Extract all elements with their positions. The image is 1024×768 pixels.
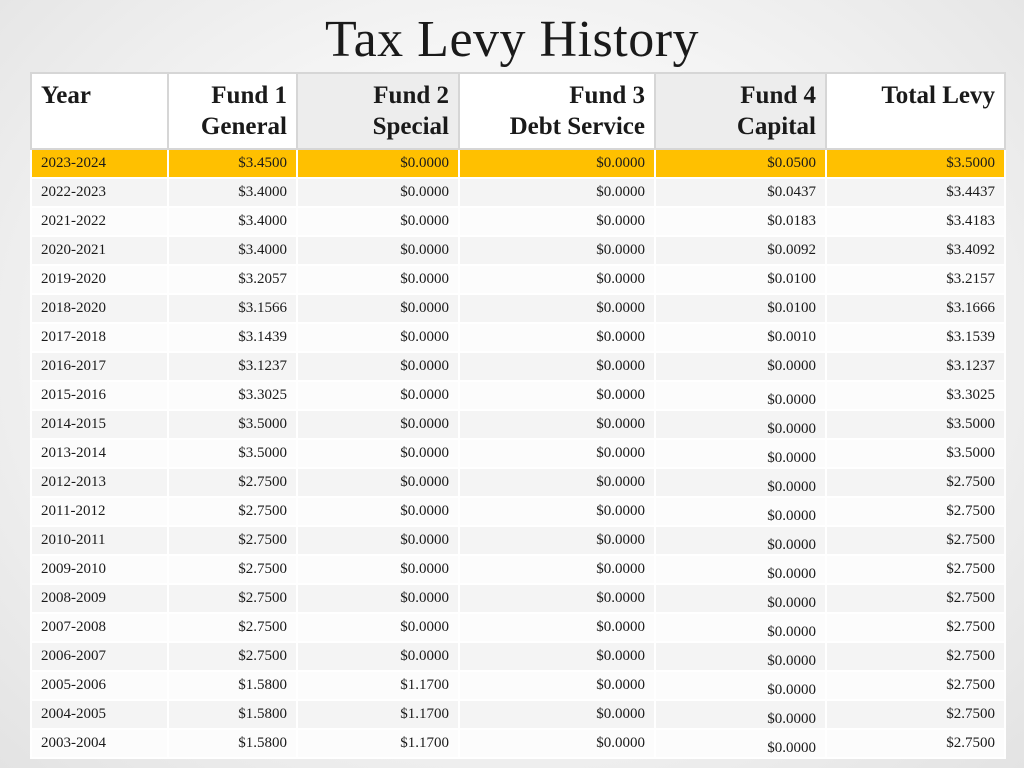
total-levy-cell: $2.7500 bbox=[826, 642, 1005, 671]
fund-4-cell: $0.0183 bbox=[655, 207, 826, 236]
fund-3-cell: $0.0000 bbox=[459, 497, 655, 526]
fund-2-cell: $0.0000 bbox=[297, 381, 459, 410]
fund-4-cell: $0.0000 bbox=[655, 642, 826, 671]
header-fund-4: Fund 4 Capital bbox=[655, 73, 826, 149]
fund-1-cell: $3.4000 bbox=[168, 178, 297, 207]
table-row bbox=[31, 323, 1005, 352]
fund-4-cell: $0.0000 bbox=[655, 671, 826, 700]
total-levy-cell: $3.4437 bbox=[826, 178, 1005, 207]
fund-2-cell: $0.0000 bbox=[297, 265, 459, 294]
total-levy-cell: $3.5000 bbox=[826, 149, 1005, 178]
year-cell: 2007-2008 bbox=[31, 613, 168, 642]
fund-4-cell: $0.0500 bbox=[655, 149, 826, 178]
fund-2-cell: $0.0000 bbox=[297, 526, 459, 555]
fund-4-cell: $0.0092 bbox=[655, 236, 826, 265]
fund-3-cell: $0.0000 bbox=[459, 613, 655, 642]
year-cell: 2003-2004 bbox=[31, 729, 168, 758]
fund-1-cell: $3.5000 bbox=[168, 439, 297, 468]
fund-4-cell: $0.0100 bbox=[655, 265, 826, 294]
table-row bbox=[31, 236, 1005, 265]
header-year: Year bbox=[31, 73, 168, 149]
table-row bbox=[31, 265, 1005, 294]
fund-1-cell: $2.7500 bbox=[168, 526, 297, 555]
fund-1-cell: $3.4000 bbox=[168, 207, 297, 236]
year-cell: 2011-2012 bbox=[31, 497, 168, 526]
year-cell: 2020-2021 bbox=[31, 236, 168, 265]
table-row bbox=[31, 613, 1005, 642]
table-row bbox=[31, 178, 1005, 207]
fund-4-cell: $0.0000 bbox=[655, 555, 826, 584]
fund-1-cell: $3.5000 bbox=[168, 410, 297, 439]
fund-1-cell: $3.1439 bbox=[168, 323, 297, 352]
fund-4-cell: $0.0437 bbox=[655, 178, 826, 207]
total-levy-cell: $2.7500 bbox=[826, 613, 1005, 642]
fund-4-cell: $0.0000 bbox=[655, 381, 826, 410]
fund-1-cell: $2.7500 bbox=[168, 642, 297, 671]
year-cell: 2004-2005 bbox=[31, 700, 168, 729]
fund-3-cell: $0.0000 bbox=[459, 149, 655, 178]
fund-3-cell: $0.0000 bbox=[459, 729, 655, 758]
fund-3-cell: $0.0000 bbox=[459, 294, 655, 323]
fund-3-cell: $0.0000 bbox=[459, 207, 655, 236]
fund-1-cell: $1.5800 bbox=[168, 700, 297, 729]
year-cell: 2012-2013 bbox=[31, 468, 168, 497]
fund-4-cell: $0.0000 bbox=[655, 410, 826, 439]
header-total-levy: Total Levy bbox=[826, 73, 1005, 149]
fund-4-cell: $0.0000 bbox=[655, 584, 826, 613]
fund-4-cell: $0.0010 bbox=[655, 323, 826, 352]
total-levy-cell: $3.1539 bbox=[826, 323, 1005, 352]
table-row bbox=[31, 497, 1005, 526]
total-levy-cell: $2.7500 bbox=[826, 584, 1005, 613]
fund-4-cell: $0.0000 bbox=[655, 729, 826, 758]
fund-2-cell: $1.1700 bbox=[297, 729, 459, 758]
year-cell: 2022-2023 bbox=[31, 178, 168, 207]
fund-1-cell: $2.7500 bbox=[168, 555, 297, 584]
fund-1-cell: $3.4000 bbox=[168, 236, 297, 265]
tax-levy-table bbox=[30, 72, 1006, 759]
table-row bbox=[31, 149, 1005, 178]
fund-2-cell: $0.0000 bbox=[297, 468, 459, 497]
fund-2-cell: $0.0000 bbox=[297, 207, 459, 236]
fund-3-cell: $0.0000 bbox=[459, 178, 655, 207]
year-cell: 2015-2016 bbox=[31, 381, 168, 410]
year-cell: 2010-2011 bbox=[31, 526, 168, 555]
table-row bbox=[31, 671, 1005, 700]
table-row bbox=[31, 526, 1005, 555]
fund-3-cell: $0.0000 bbox=[459, 265, 655, 294]
fund-2-cell: $0.0000 bbox=[297, 642, 459, 671]
fund-2-cell: $0.0000 bbox=[297, 555, 459, 584]
table-header-row bbox=[31, 73, 1005, 149]
fund-2-cell: $0.0000 bbox=[297, 294, 459, 323]
fund-3-cell: $0.0000 bbox=[459, 323, 655, 352]
table-row bbox=[31, 207, 1005, 236]
table-row bbox=[31, 381, 1005, 410]
total-levy-cell: $2.7500 bbox=[826, 671, 1005, 700]
fund-1-cell: $2.7500 bbox=[168, 497, 297, 526]
total-levy-cell: $3.4092 bbox=[826, 236, 1005, 265]
table-row bbox=[31, 584, 1005, 613]
year-cell: 2009-2010 bbox=[31, 555, 168, 584]
table-row bbox=[31, 352, 1005, 381]
header-fund-2: Fund 2 Special bbox=[297, 73, 459, 149]
fund-2-cell: $0.0000 bbox=[297, 352, 459, 381]
table-row bbox=[31, 555, 1005, 584]
fund-3-cell: $0.0000 bbox=[459, 555, 655, 584]
fund-2-cell: $0.0000 bbox=[297, 236, 459, 265]
fund-3-cell: $0.0000 bbox=[459, 236, 655, 265]
year-cell: 2008-2009 bbox=[31, 584, 168, 613]
total-levy-cell: $3.1666 bbox=[826, 294, 1005, 323]
fund-2-cell: $0.0000 bbox=[297, 178, 459, 207]
total-levy-cell: $2.7500 bbox=[826, 468, 1005, 497]
fund-3-cell: $0.0000 bbox=[459, 700, 655, 729]
fund-4-cell: $0.0000 bbox=[655, 613, 826, 642]
year-cell: 2005-2006 bbox=[31, 671, 168, 700]
fund-1-cell: $3.4500 bbox=[168, 149, 297, 178]
header-fund-3: Fund 3 Debt Service bbox=[459, 73, 655, 149]
fund-4-cell: $0.0000 bbox=[655, 468, 826, 497]
fund-3-cell: $0.0000 bbox=[459, 410, 655, 439]
total-levy-cell: $3.1237 bbox=[826, 352, 1005, 381]
fund-3-cell: $0.0000 bbox=[459, 584, 655, 613]
fund-2-cell: $0.0000 bbox=[297, 439, 459, 468]
fund-1-cell: $2.7500 bbox=[168, 584, 297, 613]
year-cell: 2021-2022 bbox=[31, 207, 168, 236]
fund-1-cell: $3.3025 bbox=[168, 381, 297, 410]
table-row bbox=[31, 294, 1005, 323]
table-row bbox=[31, 410, 1005, 439]
fund-3-cell: $0.0000 bbox=[459, 381, 655, 410]
table-row bbox=[31, 439, 1005, 468]
year-cell: 2006-2007 bbox=[31, 642, 168, 671]
fund-4-cell: $0.0000 bbox=[655, 352, 826, 381]
year-cell: 2016-2017 bbox=[31, 352, 168, 381]
fund-2-cell: $1.1700 bbox=[297, 700, 459, 729]
fund-1-cell: $1.5800 bbox=[168, 729, 297, 758]
fund-2-cell: $0.0000 bbox=[297, 410, 459, 439]
total-levy-cell: $2.7500 bbox=[826, 555, 1005, 584]
fund-3-cell: $0.0000 bbox=[459, 671, 655, 700]
total-levy-cell: $3.5000 bbox=[826, 410, 1005, 439]
fund-4-cell: $0.0000 bbox=[655, 439, 826, 468]
fund-1-cell: $2.7500 bbox=[168, 613, 297, 642]
fund-3-cell: $0.0000 bbox=[459, 526, 655, 555]
year-cell: 2013-2014 bbox=[31, 439, 168, 468]
fund-4-cell: $0.0000 bbox=[655, 526, 826, 555]
fund-4-cell: $0.0000 bbox=[655, 700, 826, 729]
fund-3-cell: $0.0000 bbox=[459, 642, 655, 671]
total-levy-cell: $3.2157 bbox=[826, 265, 1005, 294]
fund-1-cell: $3.2057 bbox=[168, 265, 297, 294]
fund-4-cell: $0.0000 bbox=[655, 497, 826, 526]
fund-2-cell: $0.0000 bbox=[297, 584, 459, 613]
fund-2-cell: $0.0000 bbox=[297, 497, 459, 526]
total-levy-cell: $2.7500 bbox=[826, 497, 1005, 526]
header-fund-1: Fund 1 General bbox=[168, 73, 297, 149]
table-row bbox=[31, 468, 1005, 497]
total-levy-cell: $2.7500 bbox=[826, 700, 1005, 729]
total-levy-cell: $3.5000 bbox=[826, 439, 1005, 468]
table-row bbox=[31, 729, 1005, 758]
page-title: Tax Levy History bbox=[324, 11, 700, 68]
table-body bbox=[31, 149, 1005, 758]
total-levy-cell: $2.7500 bbox=[826, 729, 1005, 758]
fund-3-cell: $0.0000 bbox=[459, 468, 655, 497]
fund-1-cell: $3.1237 bbox=[168, 352, 297, 381]
total-levy-cell: $3.3025 bbox=[826, 381, 1005, 410]
table-row bbox=[31, 700, 1005, 729]
fund-2-cell: $0.0000 bbox=[297, 323, 459, 352]
year-cell: 2018-2020 bbox=[31, 294, 168, 323]
total-levy-cell: $2.7500 bbox=[826, 526, 1005, 555]
fund-1-cell: $1.5800 bbox=[168, 671, 297, 700]
fund-2-cell: $0.0000 bbox=[297, 149, 459, 178]
year-cell: 2023-2024 bbox=[31, 149, 168, 178]
table-row bbox=[31, 642, 1005, 671]
fund-1-cell: $2.7500 bbox=[168, 468, 297, 497]
fund-3-cell: $0.0000 bbox=[459, 439, 655, 468]
year-cell: 2014-2015 bbox=[31, 410, 168, 439]
year-cell: 2017-2018 bbox=[31, 323, 168, 352]
year-cell: 2019-2020 bbox=[31, 265, 168, 294]
total-levy-cell: $3.4183 bbox=[826, 207, 1005, 236]
fund-4-cell: $0.0100 bbox=[655, 294, 826, 323]
fund-1-cell: $3.1566 bbox=[168, 294, 297, 323]
fund-3-cell: $0.0000 bbox=[459, 352, 655, 381]
fund-2-cell: $0.0000 bbox=[297, 613, 459, 642]
fund-2-cell: $1.1700 bbox=[297, 671, 459, 700]
